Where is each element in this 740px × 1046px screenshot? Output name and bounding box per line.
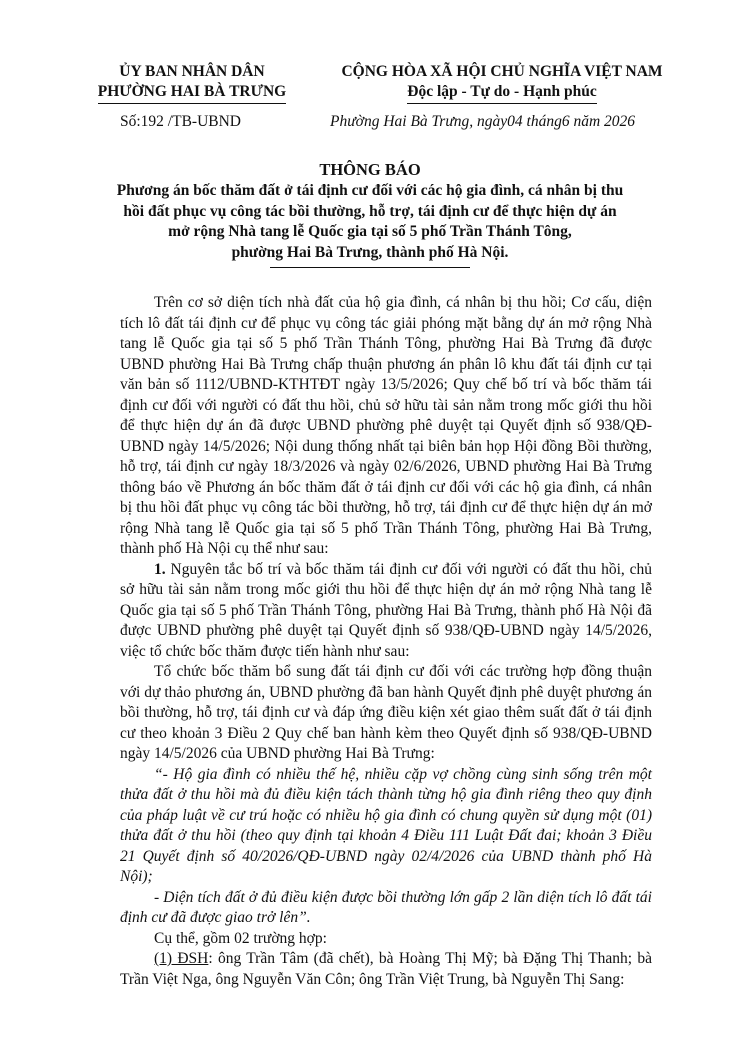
title-divider — [270, 267, 470, 268]
paragraph-2: Tổ chức bốc thăm bổ sung đất tái định cư đối với các trường hợp đồng thuận với dự thảo phương án, UBND phường đã ban hành Quyết định phê duyệt phương án bồi thường, hỗ trợ, tái định cư và đáp ứng điều kiện xét giao thêm suất đất ở tái định cư theo khoản 3 Điều 2 Quy chế ban hành kèm theo Quyết định số 938/QĐ-UBND ngày 14/5/2026 của UBND phường Hai Bà Trưng: — [120, 663, 652, 762]
document-title: THÔNG BÁO — [319, 160, 421, 179]
section-number: 1. — [154, 560, 166, 578]
authority-line-2: PHƯỜNG HAI BÀ TRƯNG — [98, 82, 286, 104]
case-1-label: (1) ĐSH — [154, 950, 209, 967]
document-subject — [70, 181, 670, 263]
quote-paragraph-1: “- Hộ gia đình có nhiều thế hệ, nhiều cặp vợ chồng cùng sinh sống trên một thửa đất ở thu hồi mà đủ điều kiện tách thành từng hộ gia đình riêng theo quy định của pháp luật về cư trú hoặc có nhiều hộ gia đình có chung quyền sử dụng một (01) thửa đất ở thu hồi (theo quy định tại khoản 4 Điều 111 Luật Đất đai; khoản 3 Điều 21 Quyết định số 40/2026/QĐ-UBND ngày 02/4/2026 của UBND thành phố Hà Nội); — [120, 765, 652, 885]
subject-line: phường Hai Bà Trưng, thành phố Hà Nội. — [231, 243, 509, 261]
document-body — [120, 293, 652, 990]
national-header — [322, 62, 682, 104]
cases-intro: Cụ thể, gồm 02 trường hợp: — [154, 929, 327, 947]
motto: Độc lập - Tự do - Hạnh phúc — [407, 82, 596, 104]
section-1-paragraph — [120, 560, 652, 663]
subject-line: mở rộng Nhà tang lễ Quốc gia tại số 5 phố Trần Thánh Tông, — [168, 223, 572, 240]
case-1-text: : ông Trần Tâm (đã chết), bà Hoàng Thị Mỹ; bà Đặng Thị Thanh; bà Trần Việt Nga, ông Nguyễn Văn Côn; ông Trần Việt Trung, bà Nguyễn Thị Sang: — [120, 950, 652, 988]
authority-line-1: ỦY BAN NHÂN DÂN — [119, 63, 265, 80]
quote-paragraph-2: - Diện tích đất ở đủ điều kiện được bồi thường lớn gấp 2 lần diện tích lô đất tái định cư đã được giao trở lên”. — [120, 888, 652, 926]
section-1-text: Nguyên tắc bố trí và bốc thăm tái định cư đối với người có đất thu hồi, chủ sở hữu tài sản nằm trong mốc giới thu hồi để thực hiện dự án mở rộng Nhà tang lễ Quốc gia tại số 5 phố Trần Thánh Tông, phường Hai Bà Trưng, thành phố Hà Nội đã được UBND phường phê duyệt tại Quyết định số 938/QĐ-UBND ngày 14/5/2026, việc tổ chức bốc thăm được tiến hành như sau: — [120, 560, 652, 660]
nation-name: CỘNG HÒA XÃ HỘI CHỦ NGHĨA VIỆT NAM — [341, 63, 663, 80]
subject-line: Phương án bốc thăm đất ở tái định cư đối với các hộ gia đình, cá nhân bị thu — [116, 182, 624, 199]
place-and-date: Phường Hai Bà Trưng, ngày04 tháng6 năm 2026 — [330, 113, 636, 130]
subject-line: hồi đất phục vụ công tác bồi thường, hỗ trợ, tái định cư để thực hiện dự án — [123, 202, 617, 220]
issuing-authority — [88, 62, 296, 104]
case-1-paragraph — [120, 949, 652, 990]
document-number: Số:192 /TB-UBND — [120, 113, 241, 130]
intro-paragraph: Trên cơ sở diện tích nhà đất của hộ gia đình, cá nhân bị thu hồi; Cơ cấu, diện tích lô đất tái định cư để phục vụ công tác giải phóng mặt bằng dự án mở rộng Nhà tang lễ Quốc gia tại số 5 phố Trần Thánh Tông, phường Hai Bà Trưng đã được UBND phường Hai Bà Trưng chấp thuận phương án phân lô khu đất tái định cư tại văn bản số 1112/UBND-KTHTĐT ngày 13/5/2026; Quy chế bố trí và bốc thăm tái định cư đối với người có đất thu hồi, chủ sở hữu tài sản nằm trong mốc giới thu hồi để thực hiện dự án đã được UBND phường phê duyệt tại Quyết định số 938/QĐ-UBND ngày 14/5/2026; Nội dung thống nhất tại biên bản họp Hội đồng Bồi thường, hỗ trợ, tái định cư ngày 18/3/2026 và ngày 02/6/2026, UBND phường Hai Bà Trưng thông báo về Phương án bốc thăm đất ở tái định cư đối với các hộ gia đình, cá nhân bị thu hồi đất phục vụ công tác bồi thường, hỗ trợ, tái định cư để thực hiện dự án mở rộng Nhà tang lễ Quốc gia tại số 5 phố Trần Thánh Tông, phường Hai Bà Trưng, thành phố Hà Nội cụ thể như sau: — [120, 294, 652, 557]
